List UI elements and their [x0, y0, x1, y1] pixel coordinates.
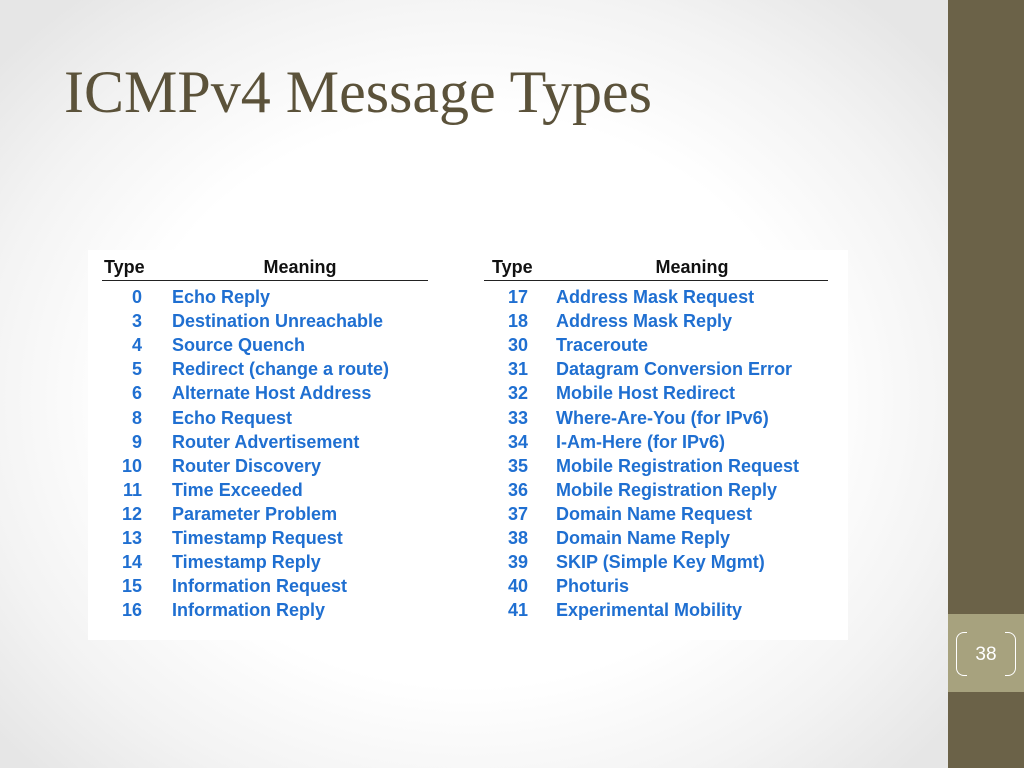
type-code-cell: 31 [507, 359, 528, 380]
type-code-cell: 8 [131, 407, 142, 428]
table-row [484, 454, 828, 478]
table-row [102, 333, 428, 357]
table-row [102, 502, 428, 526]
table-row [102, 598, 428, 622]
type-code-cell: 39 [507, 552, 528, 573]
type-column-header: Type [484, 256, 556, 281]
page-number-frame [956, 632, 1016, 676]
type-code-cell: 3 [131, 311, 142, 332]
meaning-cell: I-Am-Here (for IPv6) [556, 431, 726, 452]
meaning-cell: Domain Name Request [556, 503, 753, 524]
right-table-body [484, 281, 828, 623]
message-types-figure [88, 250, 848, 640]
type-code-cell: 10 [121, 455, 142, 476]
table-row [484, 502, 828, 526]
table-row [102, 478, 428, 502]
meaning-cell: Timestamp Reply [172, 552, 321, 573]
table-header-row [484, 256, 828, 281]
message-types-table-left [102, 256, 428, 622]
type-code-cell: 38 [507, 527, 528, 548]
type-code-cell: 5 [131, 359, 142, 380]
table-row [484, 309, 828, 333]
meaning-cell: Where-Are-You (for IPv6) [556, 407, 769, 428]
type-code-cell: 6 [131, 383, 142, 404]
type-column-header: Type [102, 256, 172, 281]
table-row [484, 574, 828, 598]
table-row [102, 574, 428, 598]
table-row [102, 309, 428, 333]
page-number: 38 [975, 644, 997, 665]
table-row [102, 405, 428, 429]
meaning-column-header: Meaning [556, 256, 828, 281]
meaning-cell: Router Advertisement [172, 431, 360, 452]
table-row [102, 281, 428, 310]
meaning-cell: Echo Reply [172, 287, 271, 308]
type-code-cell: 32 [507, 383, 528, 404]
table-row [102, 550, 428, 574]
table-row [102, 454, 428, 478]
type-code-cell: 16 [121, 600, 142, 621]
meaning-cell: Redirect (change a route) [172, 359, 390, 380]
table-row [102, 381, 428, 405]
table-header-row [102, 256, 428, 281]
meaning-cell: SKIP (Simple Key Mgmt) [556, 552, 765, 573]
type-code-cell: 37 [507, 503, 528, 524]
table-row [484, 333, 828, 357]
meaning-cell: Experimental Mobility [556, 600, 743, 621]
table-row [484, 405, 828, 429]
meaning-cell: Information Request [172, 576, 348, 597]
meaning-cell: Echo Request [172, 407, 293, 428]
type-code-cell: 14 [121, 552, 142, 573]
meaning-cell: Timestamp Request [172, 527, 343, 548]
meaning-cell: Address Mask Reply [556, 311, 733, 332]
type-code-cell: 18 [507, 311, 528, 332]
type-code-cell: 36 [507, 479, 528, 500]
table-row [102, 357, 428, 381]
type-code-cell: 15 [121, 576, 142, 597]
meaning-cell: Information Reply [172, 600, 326, 621]
meaning-cell: Photuris [556, 576, 630, 597]
meaning-cell: Destination Unreachable [172, 311, 384, 332]
message-types-table-right [484, 256, 828, 622]
meaning-cell: Address Mask Request [556, 287, 755, 308]
type-code-cell: 17 [507, 287, 528, 308]
table-row [484, 430, 828, 454]
type-code-cell: 13 [121, 527, 142, 548]
table-row [484, 598, 828, 622]
meaning-cell: Source Quench [172, 335, 306, 356]
type-code-cell: 0 [131, 287, 142, 308]
table-row [484, 281, 828, 310]
type-code-cell: 35 [507, 455, 528, 476]
meaning-cell: Domain Name Reply [556, 527, 731, 548]
type-code-cell: 34 [507, 431, 528, 452]
table-row [484, 526, 828, 550]
meaning-cell: Alternate Host Address [172, 383, 372, 404]
type-code-cell: 33 [507, 407, 528, 428]
left-table-body [102, 281, 428, 623]
table-row [484, 381, 828, 405]
meaning-cell: Mobile Registration Request [556, 455, 800, 476]
type-code-cell: 30 [507, 335, 528, 356]
type-code-cell: 12 [121, 503, 142, 524]
table-row [102, 430, 428, 454]
type-code-cell: 41 [507, 600, 528, 621]
table-row [102, 526, 428, 550]
slide-title: ICMPv4 Message Types [64, 59, 653, 125]
table-row [484, 550, 828, 574]
meaning-cell: Router Discovery [172, 455, 322, 476]
meaning-cell: Time Exceeded [172, 479, 303, 500]
meaning-column-header: Meaning [172, 256, 428, 281]
meaning-cell: Traceroute [556, 335, 649, 356]
meaning-cell: Mobile Host Redirect [556, 383, 736, 404]
table-row [484, 478, 828, 502]
type-code-cell: 40 [507, 576, 528, 597]
meaning-cell: Parameter Problem [172, 503, 338, 524]
type-code-cell: 9 [131, 431, 142, 452]
table-row [484, 357, 828, 381]
type-code-cell: 4 [131, 335, 142, 356]
meaning-cell: Mobile Registration Reply [556, 479, 778, 500]
meaning-cell: Datagram Conversion Error [556, 359, 793, 380]
type-code-cell: 11 [122, 479, 142, 500]
